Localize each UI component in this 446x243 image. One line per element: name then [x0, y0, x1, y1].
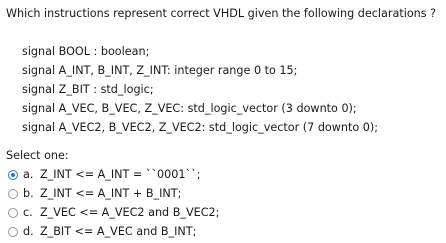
radio-button-b[interactable] — [8, 189, 18, 199]
declaration-line: signal A_INT, B_INT, Z_INT: integer range 0 to 15; — [22, 64, 298, 77]
radio-button-a[interactable] — [8, 170, 18, 180]
declaration-line: signal A_VEC2, B_VEC2, Z_VEC2: std_logic_vector (7 downto 0); — [22, 121, 379, 134]
radio-button-c[interactable] — [8, 208, 18, 218]
question-text: Which instructions represent correct VHDL given the following declarations ? — [6, 7, 437, 20]
answer-option-d[interactable] — [8, 222, 438, 241]
option-letter: b. — [23, 187, 34, 200]
select-one-prompt: Select one: — [6, 149, 69, 162]
answer-option-b[interactable] — [8, 184, 438, 203]
option-text: Z_INT <= A_INT = ``0001``; — [40, 168, 201, 181]
answer-options — [8, 165, 438, 241]
declarations-block — [22, 42, 440, 137]
option-text: Z_VEC <= A_VEC2 and B_VEC2; — [40, 206, 220, 219]
declaration-line: signal BOOL : boolean; — [22, 45, 150, 58]
answer-option-c[interactable] — [8, 203, 438, 222]
option-text: Z_BIT <= A_VEC and B_INT; — [40, 225, 197, 238]
option-letter: a. — [23, 168, 34, 181]
radio-button-d[interactable] — [8, 227, 18, 237]
option-letter: d. — [23, 225, 34, 238]
declaration-line: signal A_VEC, B_VEC, Z_VEC: std_logic_vector (3 downto 0); — [22, 102, 357, 115]
option-letter: c. — [23, 206, 33, 219]
answer-option-a[interactable] — [8, 165, 438, 184]
declaration-line: signal Z_BIT : std_logic; — [22, 83, 154, 96]
option-text: Z_INT <= A_INT + B_INT; — [40, 187, 182, 200]
